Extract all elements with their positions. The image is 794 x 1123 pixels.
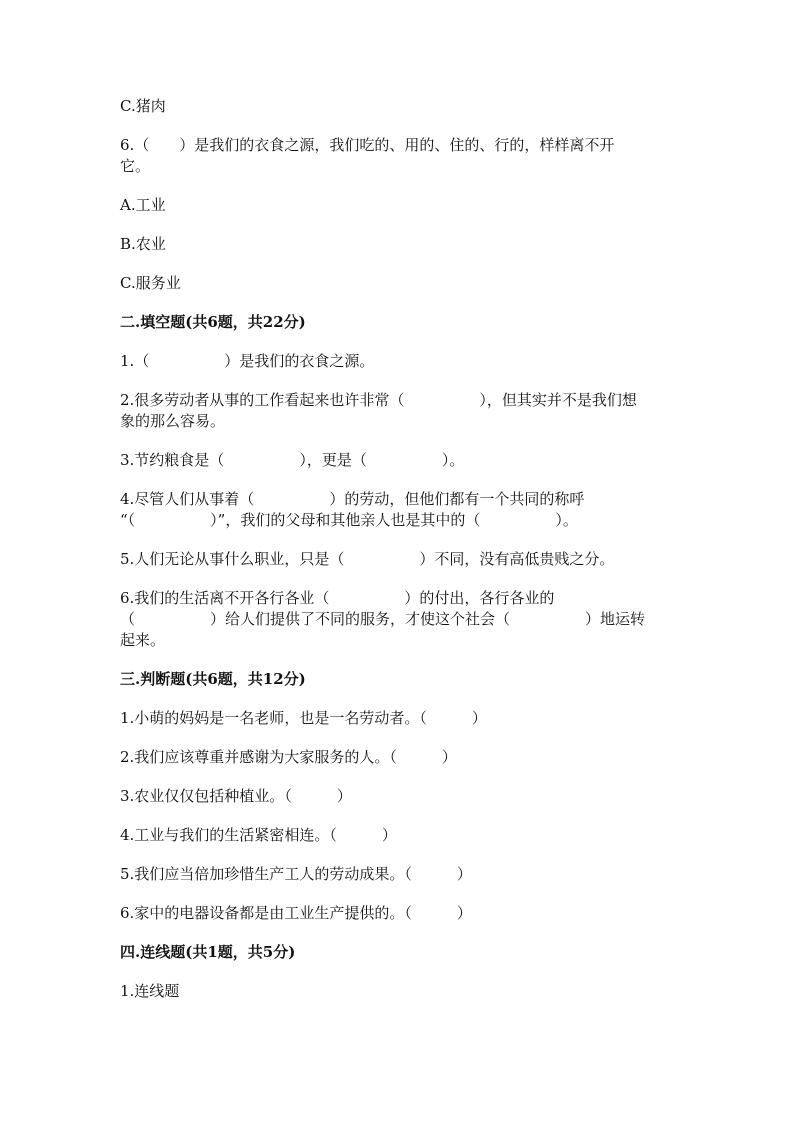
fill-q4-line1: 4.尽管人们从事着（ ）的劳动，但他们都有一个共同的称呼 — [120, 490, 585, 508]
section-heading-fill-blank: 二.填空题(共6题，共22分) — [120, 313, 306, 331]
q6-option-b: B.农业 — [120, 235, 166, 253]
q6-stem-line1: 6.（ ）是我们的衣食之源，我们吃的、用的、住的、行的，样样离不开 — [120, 136, 615, 154]
fill-q2-line2: 象的那么容易。 — [120, 412, 226, 430]
tf-q4: 4.工业与我们的生活紧密相连。（ ） — [120, 826, 397, 844]
q6-option-a: A.工业 — [120, 196, 166, 214]
section-heading-matching: 四.连线题(共1题，共5分) — [120, 943, 296, 961]
q6-stem-line2: 它。 — [120, 157, 151, 175]
exam-page — [120, 96, 680, 1002]
q6-option-c: C.服务业 — [120, 274, 181, 292]
fill-q6-line2: （ ）给人们提供了不同的服务，才使这个社会（ ）地运转 — [120, 610, 646, 628]
fill-q1: 1.（ ）是我们的衣食之源。 — [120, 352, 375, 370]
tf-q2: 2.我们应该尊重并感谢为大家服务的人。（ ） — [120, 748, 457, 766]
tf-q5: 5.我们应当倍加珍惜生产工人的劳动成果。（ ） — [120, 865, 472, 883]
matching-q1: 1.连线题 — [120, 982, 180, 1000]
fill-q5: 5.人们无论从事什么职业，只是（ ）不同，没有高低贵贱之分。 — [120, 550, 615, 568]
tf-q1: 1.小萌的妈妈是一名老师，也是一名劳动者。（ ） — [120, 709, 487, 727]
fill-q4-line2: “（ ）”，我们的父母和其他亲人也是其中的（ ）。 — [120, 511, 578, 529]
tf-q6: 6.家中的电器设备都是由工业生产提供的。（ ） — [120, 904, 472, 922]
fill-q6-line1: 6.我们的生活离不开各行各业（ ）的付出，各行各业的 — [120, 589, 555, 607]
fill-q2-line1: 2.很多劳动者从事的工作看起来也许非常（ ），但其实并不是我们想 — [120, 391, 637, 409]
fill-q6-line3: 起来。 — [120, 631, 166, 649]
section-heading-true-false: 三.判断题(共6题，共12分) — [120, 670, 306, 688]
q5-option-c: C.猪肉 — [120, 97, 166, 115]
fill-q3: 3.节约粮食是（ ），更是（ ）。 — [120, 451, 465, 469]
tf-q3: 3.农业仅仅包括种植业。（ ） — [120, 787, 352, 805]
